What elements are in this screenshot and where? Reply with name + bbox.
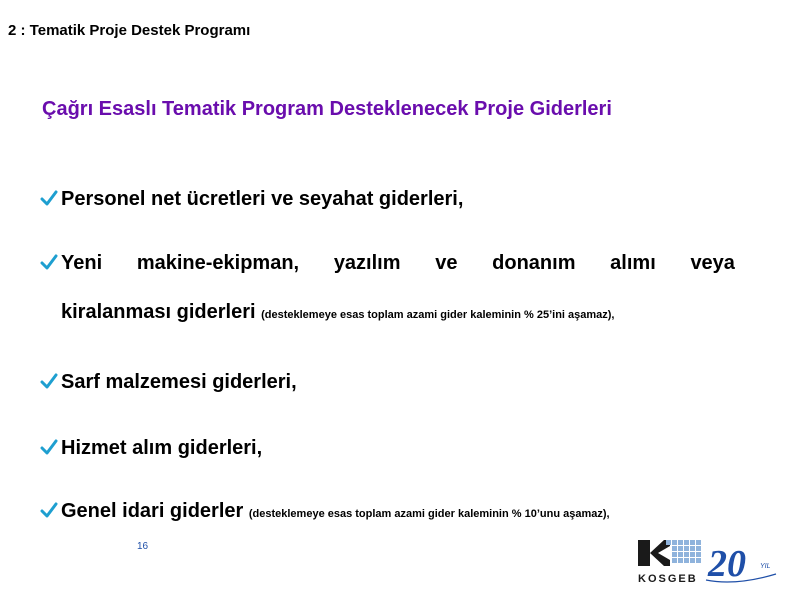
list-item [40, 371, 735, 394]
anniversary-number: 20 [708, 543, 746, 585]
list-item [40, 437, 735, 460]
list-item [40, 188, 735, 211]
word: ve [435, 252, 458, 274]
list-item-text: Sarf malzemesi giderleri, [61, 371, 297, 393]
checkmark-icon [40, 252, 58, 272]
anniversary-caption: YIL [760, 563, 771, 570]
checkmark-icon [40, 188, 58, 208]
list-item-text: Personel net ücretleri ve seyahat giderleri, [61, 188, 464, 210]
checkmark-icon [40, 371, 58, 391]
list-item-justified-line [61, 252, 735, 275]
kosgeb-logo [636, 538, 786, 586]
slide-header: 2 : Tematik Proje Destek Programı [8, 22, 251, 39]
list-item-text: Hizmet alım giderleri, [61, 437, 263, 459]
slide-title: Çağrı Esaslı Tematik Program Desteklenecek Proje Giderleri [42, 98, 612, 120]
word: veya [690, 252, 735, 274]
page-number: 16 [137, 541, 149, 552]
list-item [40, 252, 735, 324]
logo-text: KOSGEB [638, 573, 698, 585]
list-item-text: kiralanması giderleri [61, 301, 256, 323]
checkmark-icon [40, 437, 58, 457]
word: alımı [610, 252, 656, 274]
word: yazılım [333, 252, 401, 274]
word: makine-ekipman, [136, 252, 300, 274]
list-item-note: (desteklemeye esas toplam azami gider kaleminin % 10’unu aşamaz), [248, 508, 610, 520]
word: Yeni [61, 252, 103, 274]
checkmark-icon [40, 500, 58, 520]
list-item [40, 500, 735, 523]
word: donanım [492, 252, 576, 274]
list-item-text: Genel idari giderler [61, 500, 244, 522]
list-item-note: (desteklemeye esas toplam azami gider kaleminin % 25’ini aşamaz), [261, 309, 615, 321]
